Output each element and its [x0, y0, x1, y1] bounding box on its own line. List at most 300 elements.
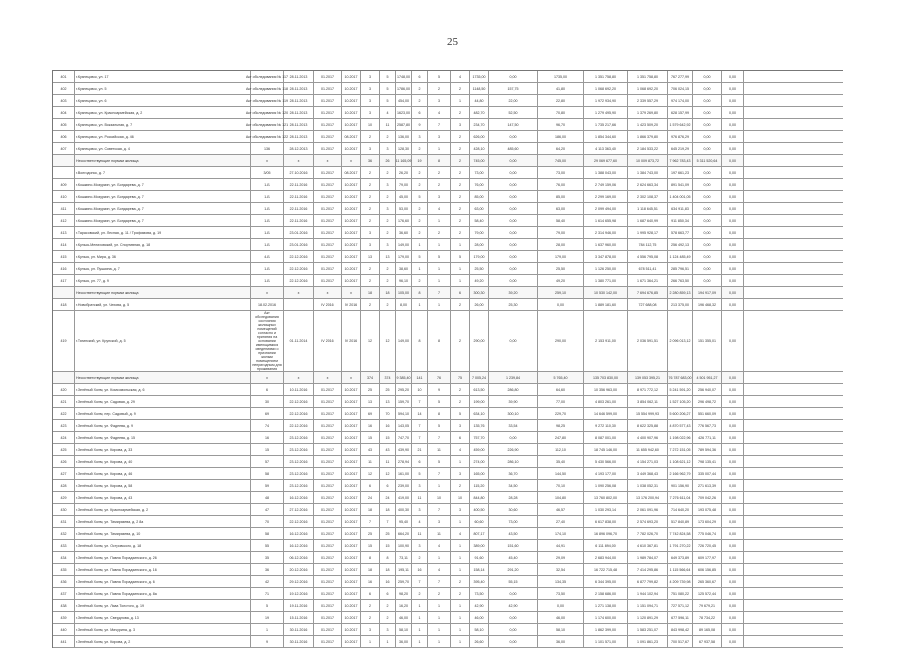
table-cell: 10.2017	[342, 251, 361, 262]
table-cell: 645 219,29	[668, 143, 693, 154]
table-cell: 143,05	[396, 420, 412, 431]
table-cell: 2	[412, 227, 428, 238]
table-cell: 419,00	[396, 492, 412, 503]
table-cell: 28,00	[470, 239, 489, 250]
table-cell: 1 579 642,92	[668, 119, 693, 130]
table-cell: 438	[53, 600, 75, 611]
table-cell: 0,00	[693, 107, 722, 118]
table-cell: 1 151 094,71	[628, 600, 668, 611]
table-cell: г.Кульск, ул. Мира, д. 36	[75, 251, 251, 262]
table-cell: 79,00	[470, 227, 489, 238]
table-cell: 22.11.2016	[284, 179, 314, 190]
table-cell: 1	[251, 624, 284, 635]
table-cell: 19	[412, 155, 428, 166]
table-cell: 428,10	[470, 143, 489, 154]
table-cell: x	[342, 155, 361, 166]
table-cell: 01.2017	[314, 251, 342, 262]
table-cell: 609 177,97	[693, 552, 722, 563]
table-cell: 0,00	[693, 119, 722, 130]
table-cell: 1 972 934,90	[584, 95, 628, 106]
table-cell: 485,60	[489, 143, 538, 154]
table-cell: 0,00	[538, 600, 584, 611]
table-cell: 634 911,83	[668, 203, 693, 214]
table-cell: 551 660,09	[693, 408, 722, 419]
table-cell: 8	[428, 311, 451, 371]
table-cell: 395,40	[470, 576, 489, 587]
table-cell: 01.2017	[314, 71, 342, 82]
table-cell: 12	[380, 468, 396, 479]
table-cell: 06.12.2016	[284, 552, 314, 563]
table-cell: 407	[53, 143, 75, 154]
table-cell: 64,60	[538, 384, 584, 395]
table-cell: 11	[380, 456, 396, 467]
table-cell: 0,00	[489, 179, 538, 190]
table-cell: 789 594,36	[693, 444, 722, 455]
table-cell: г.Зелёный Холм, ул. Кирова, д. 46	[75, 468, 251, 479]
table-cell: 7 694 676,85	[628, 287, 668, 298]
table-cell: 1-Б	[251, 239, 284, 250]
table-cell: 259,70	[396, 576, 412, 587]
table-cell: 193 075,48	[693, 504, 722, 515]
table-cell: 1786,00	[396, 83, 412, 94]
table-cell: 10.2017	[342, 215, 361, 226]
table-cell: 700 517,67	[668, 636, 693, 647]
table-cell: 36,00	[538, 636, 584, 647]
table-cell: г.Зелёный Холм, ул. Кирова, д. 43	[75, 492, 251, 503]
table-cell: 22.12.2016	[284, 408, 314, 419]
table-cell: 57	[251, 456, 284, 467]
table-cell: 1 862 399,00	[584, 624, 628, 635]
table-cell: 01.2017	[314, 263, 342, 274]
table-cell: 28.11.2013	[284, 83, 314, 94]
table-cell: 29 069 677,60	[584, 155, 628, 166]
table-cell: 01.2017	[314, 107, 342, 118]
table-cell: 4	[412, 516, 428, 527]
table-cell: 1-Б	[251, 191, 284, 202]
table-cell: 1	[428, 263, 451, 274]
table-cell: 23.12.2016	[284, 480, 314, 491]
table-cell: Акт обследования № 118	[251, 83, 284, 94]
table-cell: 437	[53, 588, 75, 599]
table-cell: 776 567,73	[693, 420, 722, 431]
table-cell: 9 272 110,30	[584, 420, 628, 431]
table-cell: 194 917,09	[693, 287, 722, 298]
table-cell: 434	[53, 552, 75, 563]
table-cell: г.Кузнецовск, ул. Вокзальная, д. 7	[75, 119, 251, 130]
table-cell: 157,75	[489, 83, 538, 94]
table-cell: 0,00	[722, 191, 744, 202]
table-cell: 01.2017	[314, 456, 342, 467]
table-cell: 2	[412, 83, 428, 94]
table-cell: 424	[53, 432, 75, 443]
table-cell: 6	[361, 480, 380, 491]
table-cell: 2 574 693,20	[628, 516, 668, 527]
table-cell: Акт обследования № 120	[251, 107, 284, 118]
table-cell: 4	[428, 540, 451, 551]
table-cell: 5	[428, 456, 451, 467]
table-cell: 1	[451, 624, 470, 635]
table-cell: 53,00	[396, 203, 412, 214]
table-cell: 01.2017	[314, 588, 342, 599]
table-cell: 429	[53, 492, 75, 503]
table-cell: 6 617 838,00	[584, 516, 628, 527]
table-cell: 19	[251, 612, 284, 623]
table-cell: 3	[361, 143, 380, 154]
table-cell: 426	[53, 456, 75, 467]
table-cell: 01.2017	[314, 143, 342, 154]
table-cell: 1 379 269,80	[628, 107, 668, 118]
table-cell: 7 276 611,04	[668, 492, 693, 503]
table-cell: 79,00	[538, 227, 584, 238]
table-cell: 1 404 001,05	[668, 191, 693, 202]
table-cell: 0,00	[722, 143, 744, 154]
table-cell: г.Зелёный Холм, ул. Тимирязева, д. 2 8а	[75, 516, 251, 527]
table-cell: 2 036 591,51	[628, 311, 668, 371]
table-row	[53, 251, 843, 263]
table-cell: 5	[412, 468, 428, 479]
table-cell: 3	[428, 516, 451, 527]
table-cell: 1 989 784,07	[628, 552, 668, 563]
table-cell: 75	[451, 372, 470, 383]
table-cell: 10.2017	[342, 107, 361, 118]
table-row	[53, 71, 843, 83]
table-cell: 16.12.2016	[284, 528, 314, 539]
table-cell: 01.2017	[314, 227, 342, 238]
table-cell: 14 646 599,00	[584, 408, 628, 419]
table-cell: 10.2017	[342, 432, 361, 443]
table-cell: 3	[380, 624, 396, 635]
table-cell: 0,00	[722, 227, 744, 238]
table-cell: 274,00	[470, 456, 489, 467]
table-cell: г.Зелёный Холм, ул. Павла Порадзинского, д. 8а	[75, 588, 251, 599]
table-cell: 2	[412, 203, 428, 214]
table-cell: г.Кошкино-Мозуркин, ул. Бондарева, д. 7	[75, 179, 251, 190]
table-cell: 439	[53, 612, 75, 623]
subtotal-row	[53, 287, 843, 299]
table-cell: 18	[361, 287, 380, 298]
table-cell: 2	[451, 179, 470, 190]
table-cell: 01.2017	[314, 576, 342, 587]
table-cell: 0,00	[693, 203, 722, 214]
table-cell: 2 749 159,06	[584, 179, 628, 190]
table-cell: 0,00	[722, 131, 744, 142]
table-cell: 1735,00	[470, 71, 489, 82]
table-cell: 13 176 200,94	[628, 492, 668, 503]
table-cell: 10.2017	[342, 83, 361, 94]
table-row	[53, 227, 843, 239]
table-cell: 3	[412, 540, 428, 551]
table-cell: 409	[53, 179, 75, 190]
table-cell: 197 661,23	[668, 167, 693, 178]
table-cell: 13	[380, 251, 396, 262]
table-cell: 174,10	[538, 528, 584, 539]
table-cell: 3	[361, 71, 380, 82]
table-cell: 1 351 758,80	[584, 71, 628, 82]
table-cell: 0,00	[489, 624, 538, 635]
table-cell	[53, 155, 75, 166]
table-row	[53, 600, 843, 612]
table-cell: 6 344 395,00	[584, 576, 628, 587]
table-cell: г.Кошкино-Мозуркин, ул. Бондарева, д. 7	[75, 215, 251, 226]
table-cell: 36	[251, 564, 284, 575]
table-cell: 28,00	[538, 239, 584, 250]
table-cell: 1 866 379,80	[628, 131, 668, 142]
table-cell: 5	[412, 191, 428, 202]
table-cell: 11	[380, 119, 396, 130]
table-cell: 33,54	[489, 420, 538, 431]
table-row	[53, 263, 843, 275]
table-cell: г.Зелёный Холм, ул. Мичурина, д. 3	[75, 624, 251, 635]
table-cell: 6	[412, 107, 428, 118]
table-cell: 5 430 566,00	[584, 456, 628, 467]
table-cell: 0,00	[693, 227, 722, 238]
table-cell: 01.2017	[314, 203, 342, 214]
table-cell: 1 995 928,17	[628, 227, 668, 238]
table-row	[53, 576, 843, 588]
table-cell: 25,50	[538, 263, 584, 274]
table-cell: 290,00	[470, 311, 489, 371]
table-cell: 15	[361, 432, 380, 443]
table-cell: 24	[380, 492, 396, 503]
table-row	[53, 131, 843, 143]
table-cell: 1 090 256,08	[584, 480, 628, 491]
table-cell: 2	[451, 576, 470, 587]
table-cell: 2	[380, 600, 396, 611]
table-cell: Несоответствующие нормам жилища	[75, 155, 251, 166]
table-cell: 42,90	[470, 600, 489, 611]
table-cell: IV 2016	[342, 299, 361, 310]
table-row	[53, 456, 843, 468]
table-cell: 46,57	[538, 504, 584, 515]
table-cell: 5	[412, 251, 428, 262]
table-cell: 18.02.2016	[251, 299, 284, 310]
table-cell: 2 061 091,96	[628, 504, 668, 515]
table-cell: 10.2017	[342, 636, 361, 647]
table-cell: 21	[412, 444, 428, 455]
table-cell: 265 360,67	[693, 576, 722, 587]
table-cell: 2	[380, 215, 396, 226]
table-cell: 2	[451, 167, 470, 178]
table-cell: 1 279 495,90	[584, 107, 628, 118]
table-cell: 256 492,13	[668, 239, 693, 250]
table-cell: 16,20	[396, 600, 412, 611]
table-cell: 27.10.2016	[284, 167, 314, 178]
table-cell: 1735,00	[538, 71, 584, 82]
table-cell: 16	[361, 420, 380, 431]
table-cell: 2	[380, 131, 396, 142]
table-cell: 0,00	[489, 263, 538, 274]
table-cell: 0,00	[722, 552, 744, 563]
table-cell: 1	[428, 275, 451, 286]
table-cell: 28.11.2013	[284, 131, 314, 142]
table-cell: 1	[380, 636, 396, 647]
table-row	[53, 528, 843, 540]
table-cell: 4 501 951,27	[693, 372, 722, 383]
table-cell: Несоответствующие нормам жилища	[75, 372, 251, 383]
table-cell: 3	[428, 191, 451, 202]
table-cell: 35	[251, 552, 284, 563]
table-cell: 2	[451, 203, 470, 214]
table-cell: 2	[451, 107, 470, 118]
table-cell: 0,00	[693, 251, 722, 262]
table-cell: 1 380 771,00	[584, 275, 628, 286]
table-cell: г.Зелёный Холм, ул. Островского, д. 18	[75, 540, 251, 551]
table-cell: 01.2017	[314, 504, 342, 515]
table-cell: 271 613,39	[693, 480, 722, 491]
table-cell: 22,00	[489, 95, 538, 106]
table-cell: 1 735 217,66	[584, 119, 628, 130]
table-cell: 10.2017	[342, 456, 361, 467]
table-cell: 01.2017	[314, 167, 342, 178]
table-cell: 1 239,84	[489, 372, 538, 383]
table-cell: 08.2017	[342, 167, 361, 178]
table-cell: 76,00	[470, 179, 489, 190]
table-cell: x	[251, 287, 284, 298]
table-cell: 0,00	[722, 71, 744, 82]
table-cell: 1623,00	[396, 107, 412, 118]
table-cell: 01.2017	[314, 95, 342, 106]
table-cell: 2	[451, 227, 470, 238]
table-cell: 259,10	[538, 287, 584, 298]
table-cell: 2 683 944,00	[584, 552, 628, 563]
table-cell: 1 198 022,96	[668, 432, 693, 443]
table-cell: 3	[451, 119, 470, 130]
table-cell: 01.2017	[314, 528, 342, 539]
table-cell: 01.2017	[314, 492, 342, 503]
table-cell: 0,00	[538, 299, 584, 310]
table-cell: 1-Б	[251, 227, 284, 238]
table-cell: 5 600 206,27	[668, 408, 693, 419]
table-cell: 1	[428, 600, 451, 611]
table-cell: 4	[428, 564, 451, 575]
table-cell: 43,50	[489, 528, 538, 539]
table-cell: 70,10	[538, 480, 584, 491]
table-cell: 5	[380, 95, 396, 106]
table-cell: 5	[251, 600, 284, 611]
table-cell: 69	[251, 408, 284, 419]
table-cell: 1	[412, 636, 428, 647]
table-cell: 01.2017	[314, 408, 342, 419]
table-cell: 58,10	[538, 624, 584, 635]
table-cell: 10.2017	[342, 275, 361, 286]
table-cell: 0,00	[722, 396, 744, 407]
table-cell: 16	[380, 420, 396, 431]
table-cell: г.Зелёный Холм, ул. Кирова, д. 2	[75, 636, 251, 647]
table-cell: 2	[451, 384, 470, 395]
table-cell: 10.2017	[342, 384, 361, 395]
table-cell: 727 688,08	[628, 299, 668, 310]
table-cell: 95,40	[396, 516, 412, 527]
table-cell: 843 998,42	[668, 624, 693, 635]
table-cell: 186,00	[538, 131, 584, 142]
table-cell: 01.2017	[314, 468, 342, 479]
table-cell: 3	[361, 107, 380, 118]
table-cell: 0,00	[722, 444, 744, 455]
table-cell: 6	[380, 480, 396, 491]
table-cell: 0,00	[722, 155, 744, 166]
table-cell: 41,80	[538, 83, 584, 94]
table-cell: 23.12.2016	[284, 444, 314, 455]
table-cell: 3	[412, 504, 428, 515]
table-cell: 16	[380, 576, 396, 587]
table-cell: 374	[361, 372, 380, 383]
table-cell: 10.2017	[342, 624, 361, 635]
table-cell: 4	[380, 107, 396, 118]
table-cell: 10.2017	[342, 119, 361, 130]
table-cell: г.Зелёный Холм, ул. Свердлова, д. 13	[75, 612, 251, 623]
table-cell: 46,00	[538, 612, 584, 623]
table-cell: 1-Б	[251, 263, 284, 274]
table-cell: 32,54	[538, 564, 584, 575]
table-cell: 6	[361, 588, 380, 599]
table-cell: 411	[53, 203, 75, 214]
table-cell: 0,00	[722, 432, 744, 443]
table-cell: 727 571,12	[668, 600, 693, 611]
table-cell: 626,00	[470, 131, 489, 142]
table-cell: 1	[412, 299, 428, 310]
table-cell: 0,00	[693, 71, 722, 82]
table-cell: 1	[451, 516, 470, 527]
table-cell: 25	[361, 528, 380, 539]
table-cell: 1 687 640,99	[628, 215, 668, 226]
table-cell: x	[284, 155, 314, 166]
table-cell: 28,28	[489, 492, 538, 503]
table-cell: 459,00	[470, 444, 489, 455]
subtotal-row	[53, 372, 843, 384]
table-cell: x	[284, 287, 314, 298]
table-cell: 3	[361, 239, 380, 250]
table-cell: 1 118 645,51	[628, 203, 668, 214]
table-cell: 0,00	[722, 600, 744, 611]
table-cell: 165,00	[470, 468, 489, 479]
table-cell: 1 030 293,14	[584, 504, 628, 515]
table-cell: Несоответствующие нормам жилища	[75, 287, 251, 298]
table-cell: 58,10	[470, 624, 489, 635]
table-row	[53, 95, 843, 107]
table-cell: 52,50	[489, 107, 538, 118]
table-cell: 3	[361, 83, 380, 94]
table-cell: 0,00	[722, 119, 744, 130]
table-cell: 436	[53, 576, 75, 587]
table-cell: 69	[361, 408, 380, 419]
table-cell: 374	[380, 372, 396, 383]
table-cell: 10.2017	[342, 516, 361, 527]
table-cell: 36	[361, 155, 380, 166]
table-cell: 28.11.2013	[284, 119, 314, 130]
table-cell: 5	[428, 396, 451, 407]
table-cell: 179,00	[470, 251, 489, 262]
table-cell: 25,30	[489, 299, 538, 310]
table-cell: 2	[412, 167, 428, 178]
table-cell: 105,00	[396, 287, 412, 298]
table-cell: 58,40	[538, 215, 584, 226]
table-cell: 606 156,85	[693, 564, 722, 575]
table-cell: г.Зелёный Холм, ул. Красноармейская, д. 2	[75, 504, 251, 515]
table-cell: 677 596,11	[668, 612, 693, 623]
table-cell: 2	[428, 179, 451, 190]
table-cell: 1 068 692,20	[584, 83, 628, 94]
table-row	[53, 624, 843, 636]
table-row	[53, 384, 843, 396]
table-cell: 433	[53, 540, 75, 551]
table-cell: 2	[380, 612, 396, 623]
table-cell: г.Кузнецовск, ул. 5	[75, 83, 251, 94]
table-cell: 2	[380, 167, 396, 178]
table-cell: 0,00	[722, 215, 744, 226]
table-cell: 01.2017	[314, 420, 342, 431]
table-cell: 1	[428, 239, 451, 250]
table-row	[53, 275, 843, 287]
